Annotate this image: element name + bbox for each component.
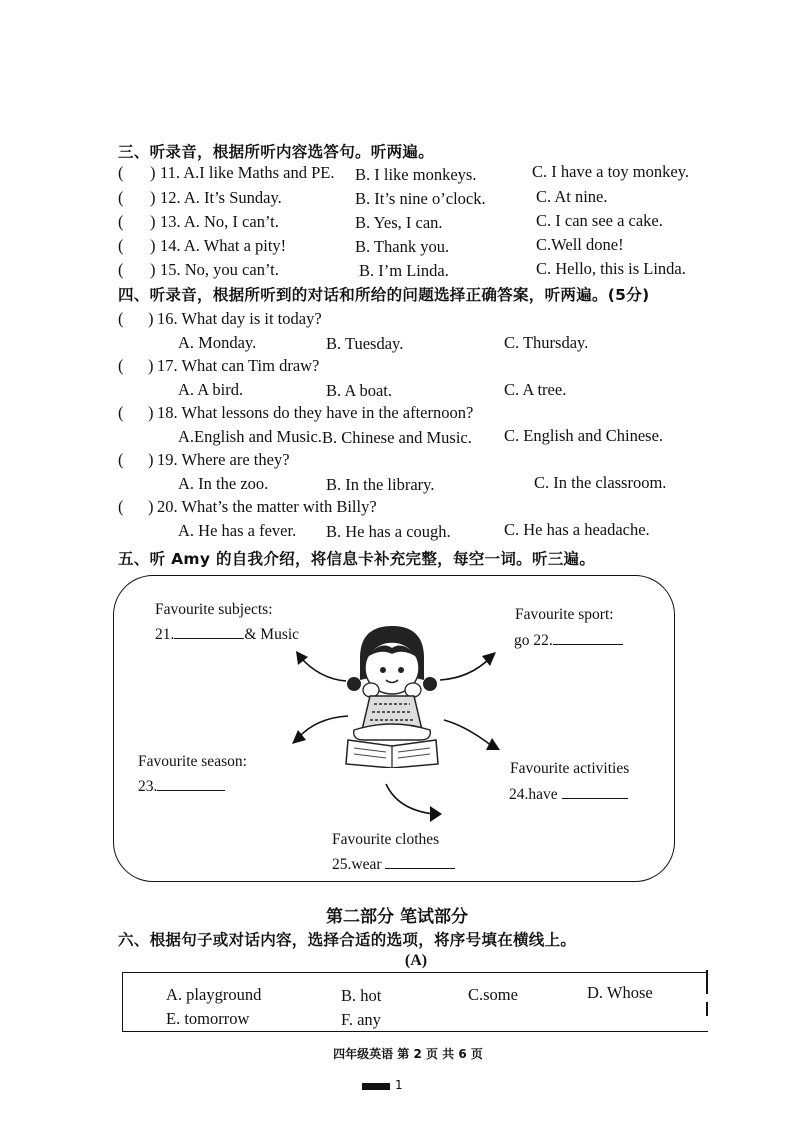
answer-blank-22[interactable] [553,630,623,645]
box-edge-mark [706,970,708,994]
answer-paren-close: ) [150,236,156,255]
arrow-to-subjects [290,645,350,685]
answer-paren-open: ( [118,188,124,207]
subjects-suffix: & Music [244,626,300,643]
clothes-prefix: 25.wear [332,856,382,873]
option-c: C. I can see a cake. [536,211,663,230]
section3-heading: 三、听录音，根据所听内容选答句。听两遍。 [118,143,435,161]
answer-paren-open: ( [118,309,124,328]
page-footer: 四年级英语 第 2 页 共 6 页 [333,1047,483,1061]
option-c: C. Thursday. [504,333,589,352]
option-b: B. I like monkeys. [355,165,477,184]
question-text: 14. A. What a pity! [160,236,287,255]
answer-paren-open: ( [118,212,124,231]
blank-number: 23. [138,778,158,795]
page-marker-number: 1 [395,1078,403,1092]
word-option: F. any [341,1010,381,1029]
word-option: B. hot [341,986,382,1005]
option-c: C. In the classroom. [534,473,667,492]
arrow-to-clothes [382,780,446,824]
question-text: 12. A. It’s Sunday. [160,188,282,207]
option-c: C. He has a headache. [504,520,650,539]
answer-paren-close: ) [150,212,156,231]
box-edge-mark [706,1002,708,1016]
answer-paren-close: ) [150,260,156,279]
answer-paren-open: ( [118,497,124,516]
option-c: C.Well done! [536,235,624,254]
question-text: 16. What day is it today? [157,309,322,328]
answer-paren-close: ) [148,497,154,516]
word-option: C.some [468,985,518,1004]
answer-paren-close: ) [150,188,156,207]
section6-heading: 六、根据句子或对话内容，选择合适的选项，将序号填在横线上。 [118,931,577,949]
answer-paren-open: ( [118,236,124,255]
option-a: A. A bird. [178,380,244,399]
section4-heading: 四、听录音，根据所听到的对话和所给的问题选择正确答案，听两遍。(5分) [118,286,650,304]
season-label: Favourite season: [138,753,247,770]
girl-reading-illustration [340,618,445,768]
answer-blank-21[interactable] [174,624,244,639]
answer-paren-close: ) [148,403,154,422]
option-a: A. He has a fever. [178,521,297,540]
question-text: 18. What lessons do they have in the afternoon? [157,403,474,422]
answer-paren-close: ) [148,309,154,328]
answer-paren-close: ) [148,450,154,469]
question-text: 19. Where are they? [157,450,290,469]
arrow-to-activities [440,716,504,754]
word-option: D. Whose [587,983,653,1002]
option-a: A. Monday. [178,333,257,352]
question-text: 15. No, you can’t. [160,260,279,279]
sport-label: Favourite sport: [515,606,614,623]
option-a: A.English and Music. [178,427,322,446]
option-b: B. Tuesday. [326,334,404,353]
answer-paren-close: ) [150,163,156,182]
answer-blank-25[interactable] [385,854,455,869]
option-b: B. I’m Linda. [359,261,449,280]
answer-blank-23[interactable] [157,776,225,791]
option-c: C. I have a toy monkey. [532,162,690,181]
activities-label: Favourite activities [510,760,630,777]
option-a: A. In the zoo. [178,474,269,493]
option-c: C. A tree. [504,380,567,399]
sport-prefix: go 22. [514,632,553,649]
answer-paren-open: ( [118,260,124,279]
clothes-label: Favourite clothes [332,831,440,848]
answer-paren-close: ) [148,356,154,375]
option-b: B. In the library. [326,475,435,494]
option-b: B. A boat. [326,381,393,400]
activities-prefix: 24.have [509,786,558,803]
arrow-to-season [286,712,352,746]
option-b: B. Yes, I can. [355,213,443,232]
option-b: B. He has a cough. [326,522,451,541]
answer-blank-24[interactable] [562,784,628,799]
sport-answer-line [514,630,623,650]
subjects-label: Favourite subjects: [155,601,273,618]
option-b: B. Thank you. [355,237,450,256]
season-answer-line [138,776,225,796]
page-marker-bar [362,1083,390,1090]
option-c: C. Hello, this is Linda. [536,259,686,278]
option-c: C. At nine. [536,187,608,206]
section5-heading: 五、听 Amy 的自我介绍，将信息卡补充完整，每空一词。听三遍。 [118,550,596,568]
arrow-to-sport [436,648,500,684]
section6-subheading: (A) [404,952,428,969]
answer-paren-open: ( [118,163,124,182]
question-text: 20. What’s the matter with Billy? [157,497,377,516]
part2-title: 第二部分 笔试部分 [326,907,468,927]
question-text: 13. A. No, I can’t. [160,212,279,231]
word-option: A. playground [166,985,262,1004]
question-text: 17. What can Tim draw? [157,356,320,375]
answer-paren-open: ( [118,356,124,375]
subjects-answer-line [155,624,299,644]
activities-answer-line [509,784,628,804]
answer-paren-open: ( [118,450,124,469]
word-option: E. tomorrow [166,1009,250,1028]
answer-paren-open: ( [118,403,124,422]
question-text: 11. A.I like Maths and PE. [160,163,335,182]
clothes-answer-line [332,854,455,874]
option-b: B. It’s nine o’clock. [355,189,486,208]
option-b: B. Chinese and Music. [322,428,472,447]
blank-number: 21. [155,626,175,643]
option-c: C. English and Chinese. [504,426,664,445]
